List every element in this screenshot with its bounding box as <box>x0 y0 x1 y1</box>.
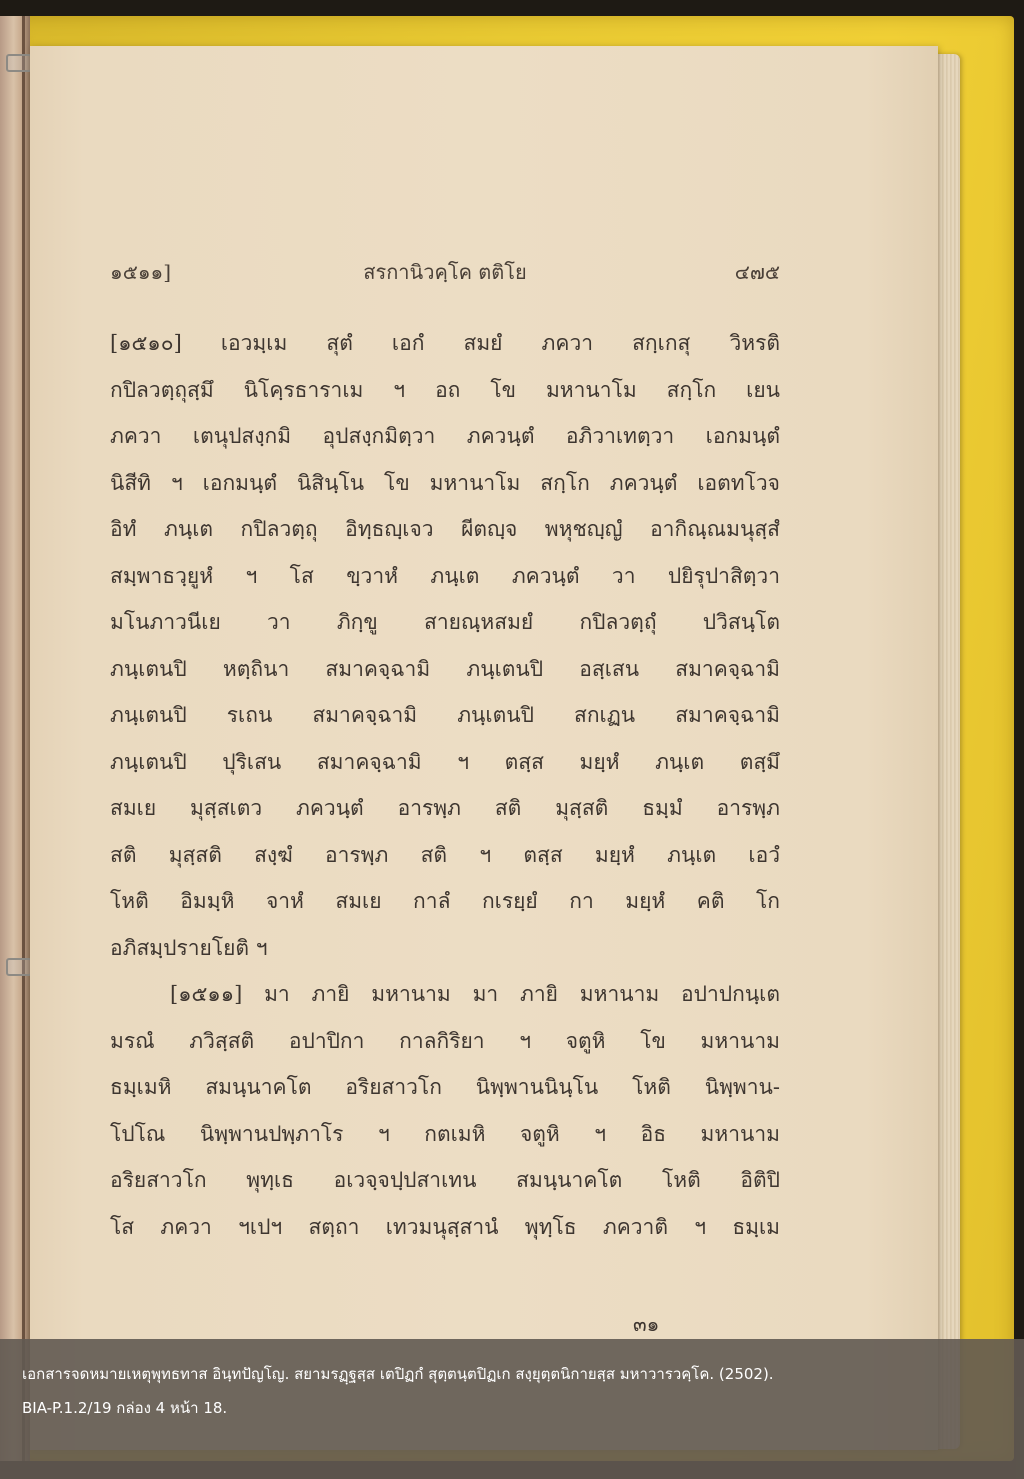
text-line: [๑๕๑๐] เอวมฺเม สุตํ เอกํ สมยํ ภควา สกฺเกสุ วิหรติ <box>110 331 780 355</box>
text-line: กปิลวตฺถุสฺมึ นิโคฺรธาราเม ฯ อถ โข มหานาโม สกฺโก เยน <box>110 377 780 402</box>
text-line: สมฺพาธวฺยูหํ ฯ โส ขฺวาหํ ภนฺเต ภควนฺตํ วา ปยิรุปาสิตฺวา <box>110 563 780 588</box>
text-line: [๑๕๑๑] มา ภายิ มหานาม มา ภายิ มหานาม อปาปกนฺเต <box>170 982 780 1006</box>
running-head <box>110 256 780 286</box>
text-line: มรณํ ภวิสฺสติ อปาปิกา กาลกิริยา ฯ จตูหิ โข มหานาม <box>110 1028 780 1053</box>
binder-clip-top <box>6 54 32 72</box>
text-line: อิทํ ภนฺเต กปิลวตฺถุ อิทฺธญฺเจว ผีตญฺจ พหุชญฺญํ อากิณฺณมนุสฺสํ <box>110 517 780 541</box>
text-line: นิสีทิ ฯ เอกมนฺตํ นิสินฺโน โข มหานาโม สกฺโก ภควนฺตํ เอตทโวจ <box>110 470 780 495</box>
text-line: อภิสมฺปรายโยติ ฯ <box>110 935 268 960</box>
page-footer-number: ๓๑ <box>633 1312 660 1336</box>
text-line: ภนฺเตนปิ หตฺถินา สมาคจฺฉามิ ภนฺเตนปิ อสฺเสน สมาคจฺฉามิ <box>110 656 780 681</box>
caption-reference: BIA-P.1.2/19 กล่อง 4 หน้า 18. <box>22 1399 228 1417</box>
caption-bar <box>0 1339 1024 1479</box>
text-line: โหติ อิมมฺหิ จาหํ สมเย กาลํ กเรยฺยํ กา มยฺหํ คติ โก <box>110 889 780 913</box>
text-line: มโนภาวนีเย วา ภิกฺขู สายณฺหสมยํ กปิลวตฺถุํ ปวิสนฺโต <box>110 610 780 634</box>
text-line: โส ภควา ฯเปฯ สตฺถา เทวมนุสฺสานํ พุทฺโธ ภควาติ ฯ ธมฺเม <box>110 1214 780 1239</box>
caption-citation: เอกสารจดหมายเหตุพุทธทาส อินฺทปัญโญ. สยามรฏฺฐสฺส เตปิฏกํ สุตฺตนฺตปิฏเก สงฺยุตฺตนิกายสฺส มหาวารวคฺโค. (2502). <box>22 1365 774 1383</box>
text-line: ธมฺเมหิ สมนฺนาคโต อริยสาวโก นิพฺพานนินฺโน โหติ นิพฺพาน- <box>110 1075 780 1099</box>
text-line: ภนฺเตนปิ รเถน สมาคจฺฉามิ ภนฺเตนปิ สกเฏน สมาคจฺฉามิ <box>110 703 780 727</box>
text-line: อริยสาวโก พุทฺเธ อเวจฺจปฺปสาเทน สมนฺนาคโต โหติ อิติปิ <box>110 1168 780 1192</box>
section-number: ๑๕๑๑] <box>110 260 172 284</box>
text-line: ภควา เตนุปสงฺกมิ อุปสงฺกมิตฺวา ภควนฺตํ อภิวาเทตฺวา เอกมนฺตํ <box>110 424 780 448</box>
text-line: ภนฺเตนปิ ปุริเสน สมาคจฺฉามิ ฯ ตสฺส มยฺหํ ภนฺเต ตสฺมึ <box>110 749 780 774</box>
binder-spine <box>0 16 30 1461</box>
page-header-number: ๔๗๕ <box>734 260 780 284</box>
text-line: โปโณ นิพฺพานปพฺภาโร ฯ กตเมหิ จตูหิ ฯ อิธ มหานาม <box>110 1121 780 1146</box>
text-line: สมเย มุสฺสเตว ภควนฺตํ อารพฺภ สติ มุสฺสติ ธมฺมํ อารพฺภ <box>110 796 780 820</box>
body-text <box>110 320 780 1250</box>
binder-edge-line <box>22 16 25 1461</box>
binder-clip-bottom <box>6 958 32 976</box>
chapter-title: สรกานิวคฺโค ตติโย <box>363 260 527 284</box>
text-line: สติ มุสฺสติ สงฺฆํ อารพฺภ สติ ฯ ตสฺส มยฺหํ ภนฺเต เอวํ <box>110 842 780 867</box>
